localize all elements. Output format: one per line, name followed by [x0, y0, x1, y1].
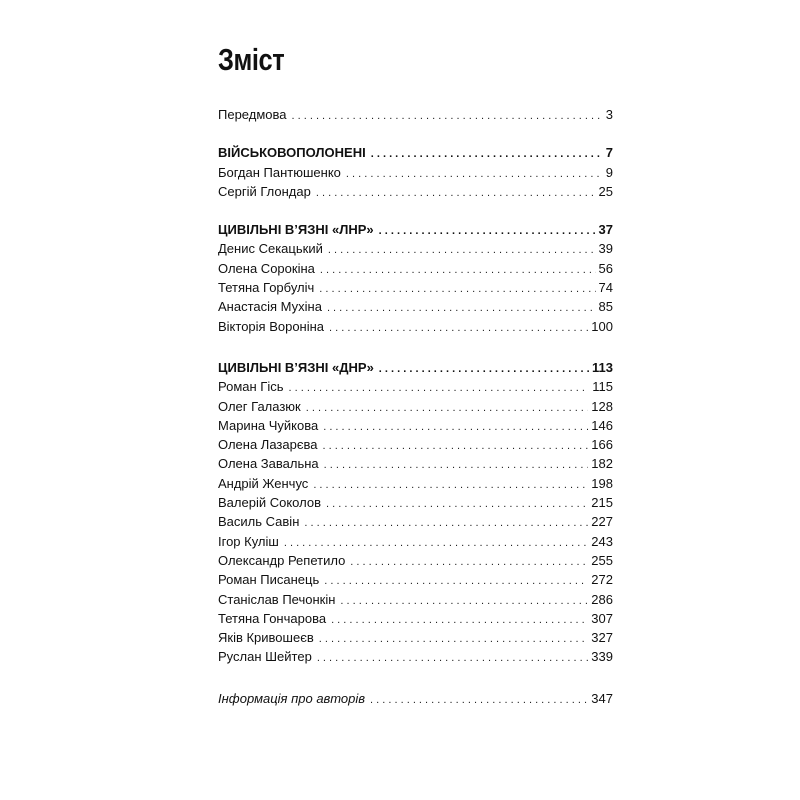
entry-label: Ігор Куліш	[218, 533, 279, 549]
dot-leader	[322, 437, 588, 456]
entry-label: Валерій Соколов	[218, 495, 321, 511]
entry-label: Передмова	[218, 107, 287, 122]
dot-leader	[350, 553, 588, 572]
entry-page-number: 39	[598, 241, 613, 257]
toc-entry-preface[interactable]	[218, 105, 613, 124]
dot-leader	[304, 514, 588, 533]
dot-leader	[379, 222, 596, 241]
dot-leader	[371, 145, 603, 164]
toc-entry[interactable]	[218, 532, 613, 551]
section-label: ВІЙСЬКОВОПОЛОНЕНІ	[218, 145, 366, 161]
entry-page-number: 182	[591, 456, 613, 472]
entry-label: Олена Завальна	[218, 456, 319, 472]
section-page-number: 113	[592, 359, 613, 375]
entry-label: Станіслав Печонкін	[218, 591, 336, 607]
entry-page-number: 255	[591, 552, 613, 568]
section-label: ЦИВІЛЬНІ В’ЯЗНІ «ДНР»	[218, 359, 374, 375]
dot-leader	[327, 299, 596, 318]
toc-entry[interactable]	[218, 239, 613, 258]
entry-label: Вікторія Вороніна	[218, 318, 325, 334]
entry-page-number: 74	[598, 280, 613, 296]
dot-leader	[316, 184, 596, 203]
entry-page-number: 272	[591, 572, 613, 588]
toc-entry[interactable]	[218, 397, 613, 416]
toc-entry[interactable]	[218, 377, 613, 396]
dot-leader	[370, 691, 588, 710]
toc-entry[interactable]	[218, 628, 613, 647]
toc-entry[interactable]	[218, 609, 613, 628]
entry-page-number: 227	[591, 514, 613, 530]
dot-leader	[328, 241, 596, 260]
entry-label: Богдан Пантюшенко	[218, 164, 341, 180]
toc-entry[interactable]	[218, 259, 613, 278]
dot-leader	[324, 572, 588, 591]
dot-leader	[289, 379, 590, 398]
toc-entry[interactable]	[218, 454, 613, 473]
toc-entry[interactable]	[218, 435, 613, 454]
toc-entry[interactable]	[218, 512, 613, 531]
toc-entries	[218, 105, 613, 708]
dot-leader	[346, 165, 603, 184]
entry-page-number: 198	[591, 475, 613, 491]
entry-page-number: 166	[591, 437, 613, 453]
dot-leader	[379, 360, 589, 379]
toc-entry[interactable]	[218, 474, 613, 493]
entry-page-number: 286	[591, 591, 613, 607]
dot-leader	[320, 261, 596, 280]
toc-entry[interactable]	[218, 647, 613, 666]
toc-entry[interactable]	[218, 570, 613, 589]
entry-label: Марина Чуйкова	[218, 417, 319, 433]
entry-page-number: 85	[598, 299, 613, 315]
entry-page-number: 9	[605, 164, 613, 180]
entry-label: Олександр Репетило	[218, 552, 346, 568]
entry-label: Олена Лазарєва	[218, 437, 318, 453]
entry-page-number: 128	[591, 398, 613, 414]
spacer	[218, 336, 613, 358]
dot-leader	[323, 418, 588, 437]
entry-label: Денис Секацький	[218, 241, 323, 257]
entry-label: Олена Сорокіна	[218, 260, 315, 276]
dot-leader	[319, 630, 589, 649]
toc-entry[interactable]	[218, 416, 613, 435]
dot-leader	[317, 649, 588, 668]
dot-leader	[329, 319, 588, 338]
dot-leader	[324, 456, 589, 475]
toc-entry[interactable]	[218, 297, 613, 316]
spacer	[218, 201, 613, 220]
entry-page-number: 3	[605, 107, 613, 122]
toc-entry-authors-info[interactable]	[218, 689, 613, 708]
entry-page-number: 56	[598, 260, 613, 276]
toc-entry[interactable]	[218, 551, 613, 570]
entry-label: Інформація про авторів	[218, 690, 366, 706]
page-title: Зміст	[218, 42, 285, 77]
entry-label: Анастасія Мухіна	[218, 299, 322, 315]
spacer	[218, 124, 613, 143]
toc-entry[interactable]	[218, 590, 613, 609]
toc-entry[interactable]	[218, 163, 613, 182]
toc-entry[interactable]	[218, 278, 613, 297]
dot-leader	[292, 107, 603, 126]
dot-leader	[331, 611, 588, 630]
section-page-number: 7	[605, 145, 613, 161]
entry-label: Сергій Глондар	[218, 183, 311, 199]
entry-label: Василь Савін	[218, 514, 300, 530]
dot-leader	[326, 495, 588, 514]
entry-label: Тетяна Горбуліч	[218, 280, 315, 296]
toc-page	[218, 0, 613, 800]
entry-page-number: 215	[591, 495, 613, 511]
toc-section-heading[interactable]	[218, 220, 613, 239]
entry-label: Яків Кривошеєв	[218, 630, 314, 646]
section-page-number: 37	[598, 222, 613, 238]
entry-label: Роман Гісь	[218, 379, 284, 395]
entry-label: Тетяна Гончарова	[218, 610, 327, 626]
toc-section-heading[interactable]	[218, 358, 613, 377]
section-label: ЦИВІЛЬНІ В’ЯЗНІ «ЛНР»	[218, 222, 374, 238]
entry-label: Руслан Шейтер	[218, 649, 312, 665]
entry-page-number: 25	[598, 183, 613, 199]
entry-page-number: 307	[591, 610, 613, 626]
entry-page-number: 243	[591, 533, 613, 549]
dot-leader	[340, 592, 588, 611]
toc-entry[interactable]	[218, 493, 613, 512]
entry-page-number: 347	[591, 690, 613, 706]
dot-leader	[319, 280, 595, 299]
dot-leader	[306, 399, 589, 418]
spacer	[218, 667, 613, 689]
entry-label: Олег Галазюк	[218, 398, 301, 414]
toc-entry[interactable]	[218, 182, 613, 201]
entry-page-number: 339	[591, 649, 613, 665]
entry-page-number: 327	[591, 630, 613, 646]
entry-page-number: 146	[591, 417, 613, 433]
toc-entry[interactable]	[218, 317, 613, 336]
entry-page-number: 100	[591, 318, 613, 334]
entry-label: Андрій Женчус	[218, 475, 309, 491]
entry-page-number: 115	[592, 379, 613, 395]
entry-label: Роман Писанець	[218, 572, 320, 588]
dot-leader	[313, 476, 588, 495]
toc-section-heading[interactable]	[218, 143, 613, 162]
